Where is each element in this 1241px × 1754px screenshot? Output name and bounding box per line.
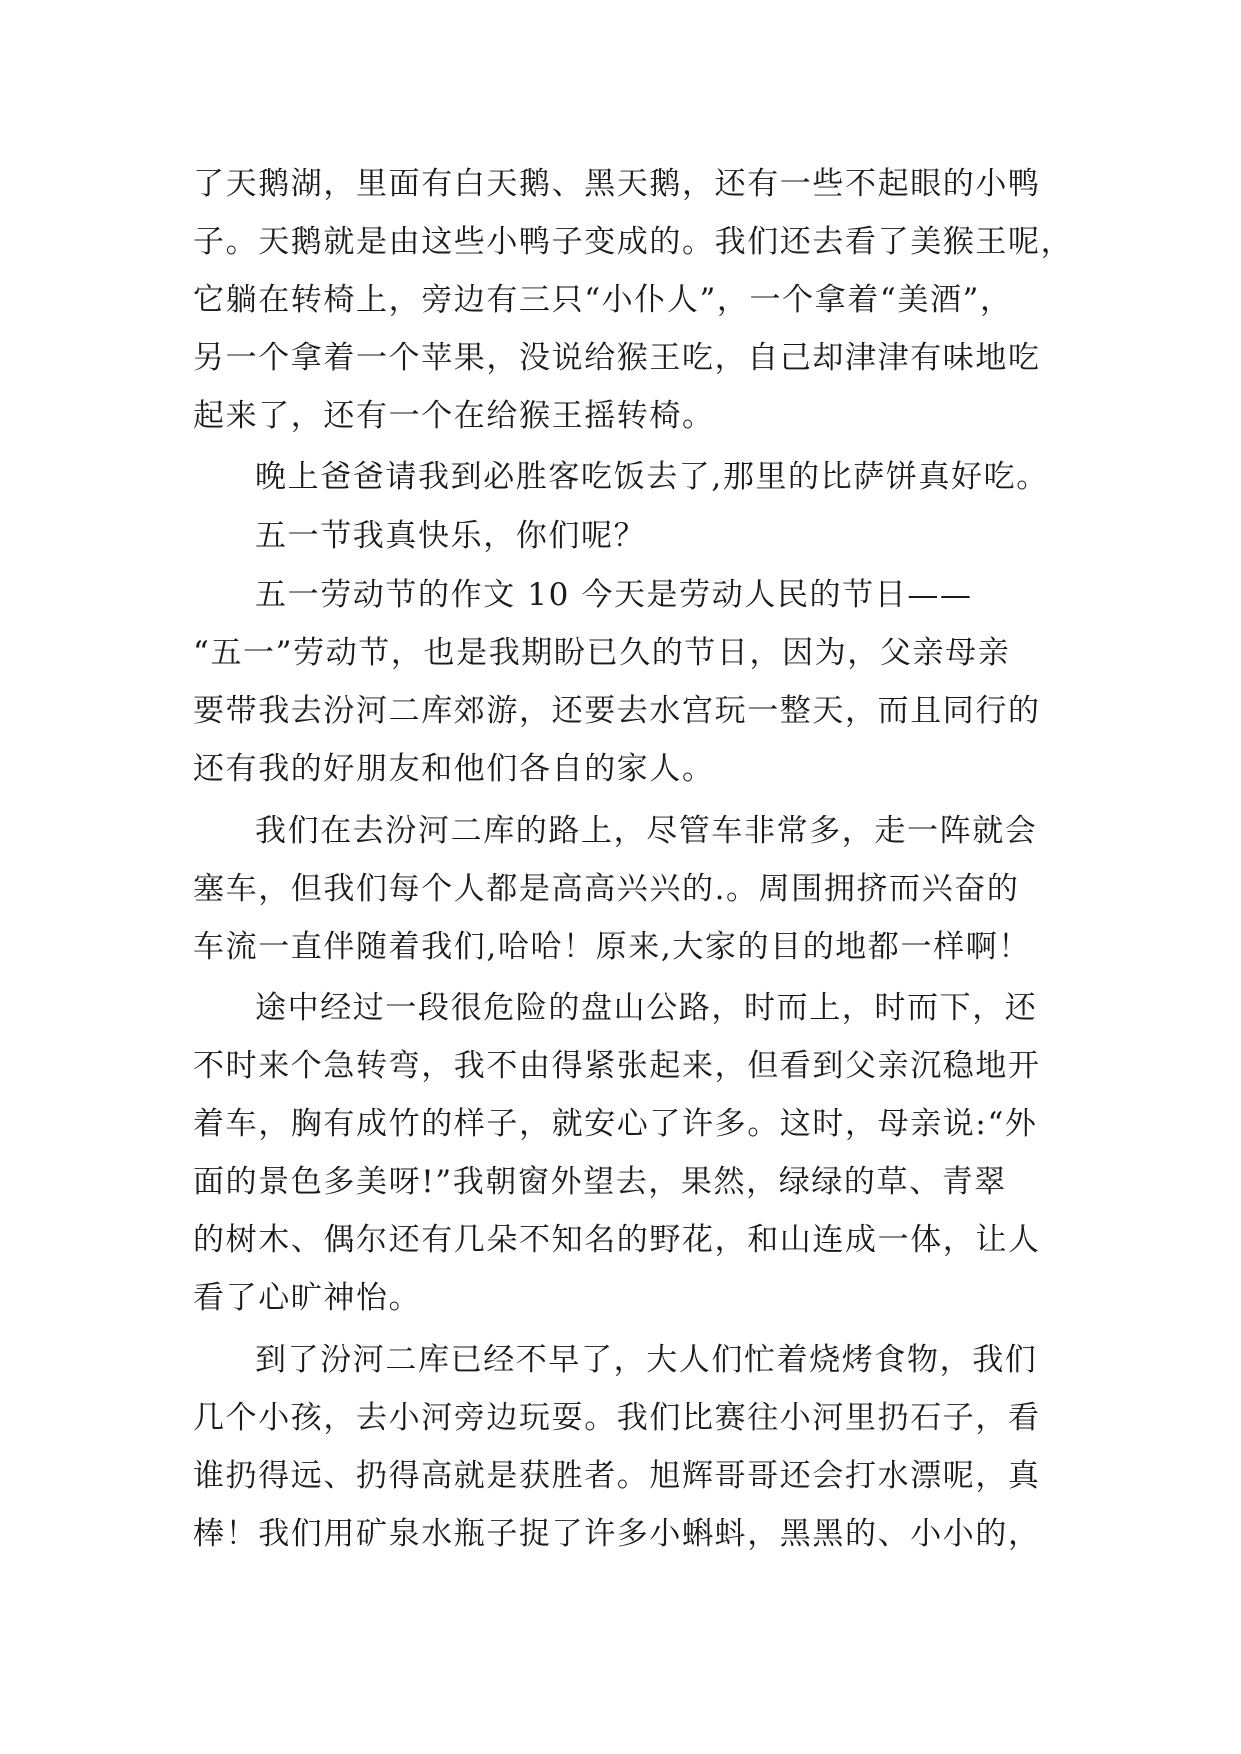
text-line: 着车，胸有成竹的样子，就安心了许多。这时，母亲说:“外 <box>193 1106 1038 1142</box>
text-line: 塞车，但我们每个人都是高高兴兴的.。周围拥挤而兴奋的 <box>193 871 1020 907</box>
text-line: 了天鹅湖，里面有白天鹅、黑天鹅，还有一些不起眼的小鸭 <box>193 166 1041 202</box>
text-line: 子。天鹅就是由这些小鸭子变成的。我们还去看了美猴王呢， <box>193 224 1074 260</box>
text-line: 的树木、偶尔还有几朵不知名的野花，和山连成一体，让人 <box>193 1222 1041 1258</box>
text-line: 面的景色多美呀!”我朝窗外望去，果然，绿绿的草、青翠 <box>193 1164 1007 1200</box>
text-line: 晚上爸爸请我到必胜客吃饭去了,那里的比萨饼真好吃。 <box>255 459 1049 495</box>
text-line: 还有我的好朋友和他们各自的家人。 <box>193 751 715 787</box>
text-line: 看了心旷神怡。 <box>193 1280 422 1316</box>
text-line: 它躺在转椅上，旁边有三只“小仆人”，一个拿着“美酒”， <box>193 282 1013 318</box>
text-line: 几个小孩，去小河旁边玩耍。我们比赛往小河里扔石子，看 <box>193 1400 1041 1436</box>
text-line: 棒！我们用矿泉水瓶子捉了许多小蝌蚪，黑黑的、小小的， <box>193 1516 1041 1552</box>
text-line: 要带我去汾河二库郊游，还要去水宫玩一整天，而且同行的 <box>193 693 1041 729</box>
text-line: “五一”劳动节，也是我期盼已久的节日，因为，父亲母亲 <box>193 635 1011 671</box>
text-line: 五一节我真快乐，你们呢？ <box>255 518 647 554</box>
text-line: 途中经过一段很危险的盘山公路，时而上，时而下，还 <box>255 990 1038 1026</box>
text-line: 另一个拿着一个苹果，没说给猴王吃，自己却津津有味地吃 <box>193 340 1041 376</box>
text-line: 起来了，还有一个在给猴王摇转椅。 <box>193 398 715 434</box>
text-line: 不时来个急转弯，我不由得紧张起来，但看到父亲沉稳地开 <box>193 1048 1041 1084</box>
text-line: 到了汾河二库已经不早了，大人们忙着烧烤食物，我们 <box>255 1342 1038 1378</box>
text-line: 谁扔得远、扔得高就是获胜者。旭辉哥哥还会打水漂呢，真 <box>193 1458 1041 1494</box>
text-line: 车流一直伴随着我们,哈哈！原来,大家的目的地都一样啊！ <box>193 929 1031 965</box>
text-line: 我们在去汾河二库的路上，尽管车非常多，走一阵就会 <box>255 813 1038 849</box>
text-line: 五一劳动节的作文 10 今天是劳动人民的节日—— <box>255 577 973 613</box>
